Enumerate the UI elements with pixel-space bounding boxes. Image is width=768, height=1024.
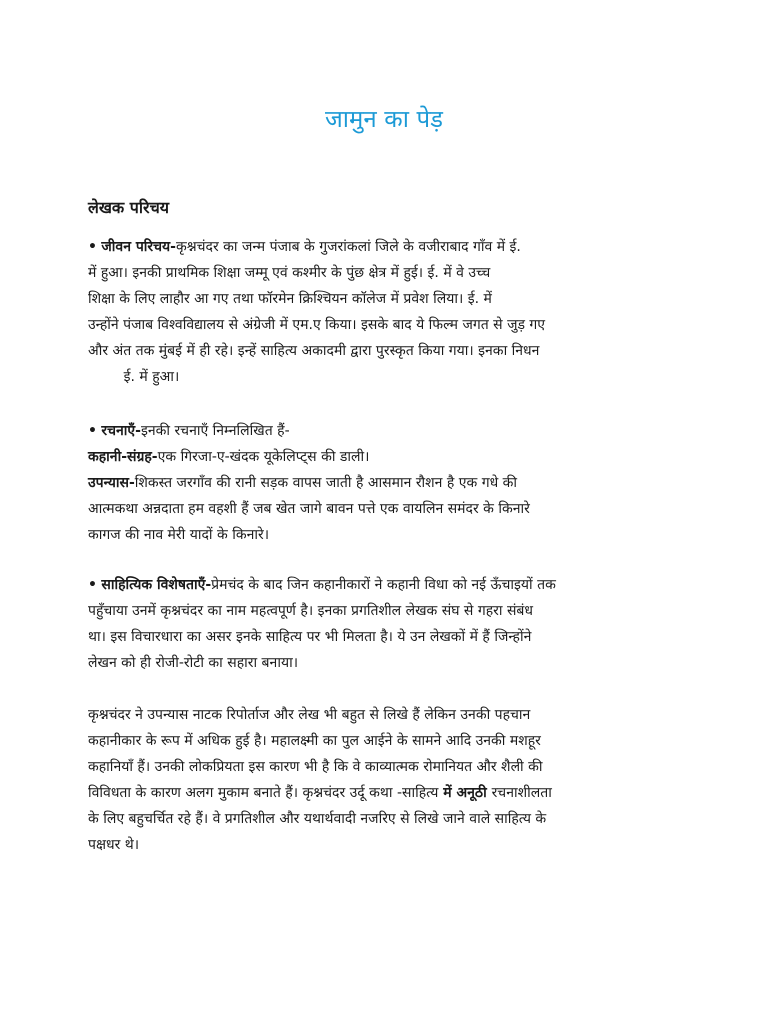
closing-line-1: कृश्नचंदर ने उपन्यास नाटक रिपोर्ताज और लेख भी बहुत से लिखे हैं लेकिन उनकी पहचान bbox=[88, 707, 531, 723]
closing-line-3: कहानियाँ हैं। उनकी लोकप्रियता इस कारण भी है कि वे काव्यात्मक रोमानियत और शैली की bbox=[88, 759, 543, 775]
bio-line-6: ई. में हुआ। bbox=[88, 369, 180, 385]
works-label: रचनाएँ- bbox=[101, 423, 141, 439]
closing-line-4-start: विविधता के कारण अलग मुकाम बनाते हैं। कृश्नचंदर उर्दू कथा -साहित्य bbox=[88, 785, 439, 801]
closing-line-4-end: रचनाशीलता bbox=[491, 785, 552, 801]
closing-line-2: कहानीकार के रूप में अधिक हुई है। महालक्ष्मी का पुल आईने के सामने आदि उनकी मशहूर bbox=[88, 733, 541, 749]
bio-line-4: उन्होंने पंजाब विश्वविद्यालय से अंग्रेजी में एम.ए किया। इसके बाद ये फिल्म जगत से जुड़ गए bbox=[88, 317, 546, 333]
literary-line-1 bbox=[88, 572, 678, 598]
works-paragraph bbox=[88, 418, 678, 548]
bullet: • bbox=[88, 423, 97, 439]
closing-paragraph bbox=[88, 702, 678, 858]
story-collection-label: कहानी-संग्रह- bbox=[88, 449, 158, 465]
literary-text: प्रेमचंद के बाद जिन कहानीकारों ने कहानी विधा को नई ऊँचाइयों तक bbox=[211, 577, 556, 593]
story-collection-text: एक गिरजा-ए-खंदक यूकेलिप्ट्स की डाली। bbox=[157, 449, 370, 465]
literary-line-2: पहुँचाया उनमें कृश्नचंदर का नाम महत्वपूर्ण है। इनका प्रगतिशील लेखक संघ से गहरा संबंध bbox=[88, 603, 534, 619]
literary-label: साहित्यिक विशेषताएँ- bbox=[101, 577, 212, 593]
novel-text: शिकस्त जरगाँव की रानी सड़क वापस जाती है आसमान रौशन है एक गधे की bbox=[134, 475, 518, 491]
closing-line-5: के लिए बहुचर्चित रहे हैं। वे प्रगतिशील और यथार्थवादी नजरिए से लिखे जाने वाले साहित्य के bbox=[88, 811, 547, 827]
bio-text: कृश्नचंदर का जन्म पंजाब के गुजरांकलां जिले के वजीराबाद गाँव में ई. bbox=[175, 239, 521, 255]
section-heading: लेखक परिचय bbox=[88, 198, 170, 217]
literary-paragraph bbox=[88, 572, 678, 676]
closing-line-4 bbox=[88, 780, 678, 806]
literary-line-3: था। इस विचारधारा का असर इनके साहित्य पर भी मिलता है। ये उन लेखकों में हैं जिन्होंने bbox=[88, 629, 532, 645]
story-collection-line bbox=[88, 444, 678, 470]
novel-line-1 bbox=[88, 470, 678, 496]
bio-line-3: शिक्षा के लिए लाहौर आ गए तथा फॉरमेन क्रिश्चियन कॉलेज में प्रवेश लिया। ई. में bbox=[88, 291, 492, 307]
novel-line-2: आत्मकथा अन्नदाता हम वहशी हैं जब खेत जागे बावन पत्ते एक वायलिन समंदर के किनारे bbox=[88, 501, 530, 517]
bullet: • bbox=[88, 239, 97, 255]
bio-line-1 bbox=[88, 234, 678, 260]
literary-line-4: लेखन को ही रोजी-रोटी का सहारा बनाया। bbox=[88, 655, 299, 671]
bullet: • bbox=[88, 577, 97, 593]
closing-line-6: पक्षधर थे। bbox=[88, 837, 140, 853]
works-intro: इनकी रचनाएँ निम्नलिखित हैं- bbox=[140, 423, 290, 439]
closing-line-4-bold: में अनूठी bbox=[438, 785, 492, 801]
bio-paragraph bbox=[88, 234, 678, 390]
novel-line-3: कागज की नाव मेरी यादों के किनारे। bbox=[88, 527, 269, 543]
bio-line-5: और अंत तक मुंबई में ही रहे। इन्हें साहित्य अकादमी द्वारा पुरस्कृत किया गया। इनका निधन bbox=[88, 343, 540, 359]
novel-label: उपन्यास- bbox=[88, 475, 135, 491]
works-line-1 bbox=[88, 418, 678, 444]
bio-label: जीवन परिचय- bbox=[101, 239, 176, 255]
bio-line-2: में हुआ। इनकी प्राथमिक शिक्षा जम्मू एवं कश्मीर के पुंछ क्षेत्र में हुई। ई. में वे उच्च bbox=[88, 265, 491, 281]
page-title: जामुन का पेड़ bbox=[324, 105, 444, 133]
